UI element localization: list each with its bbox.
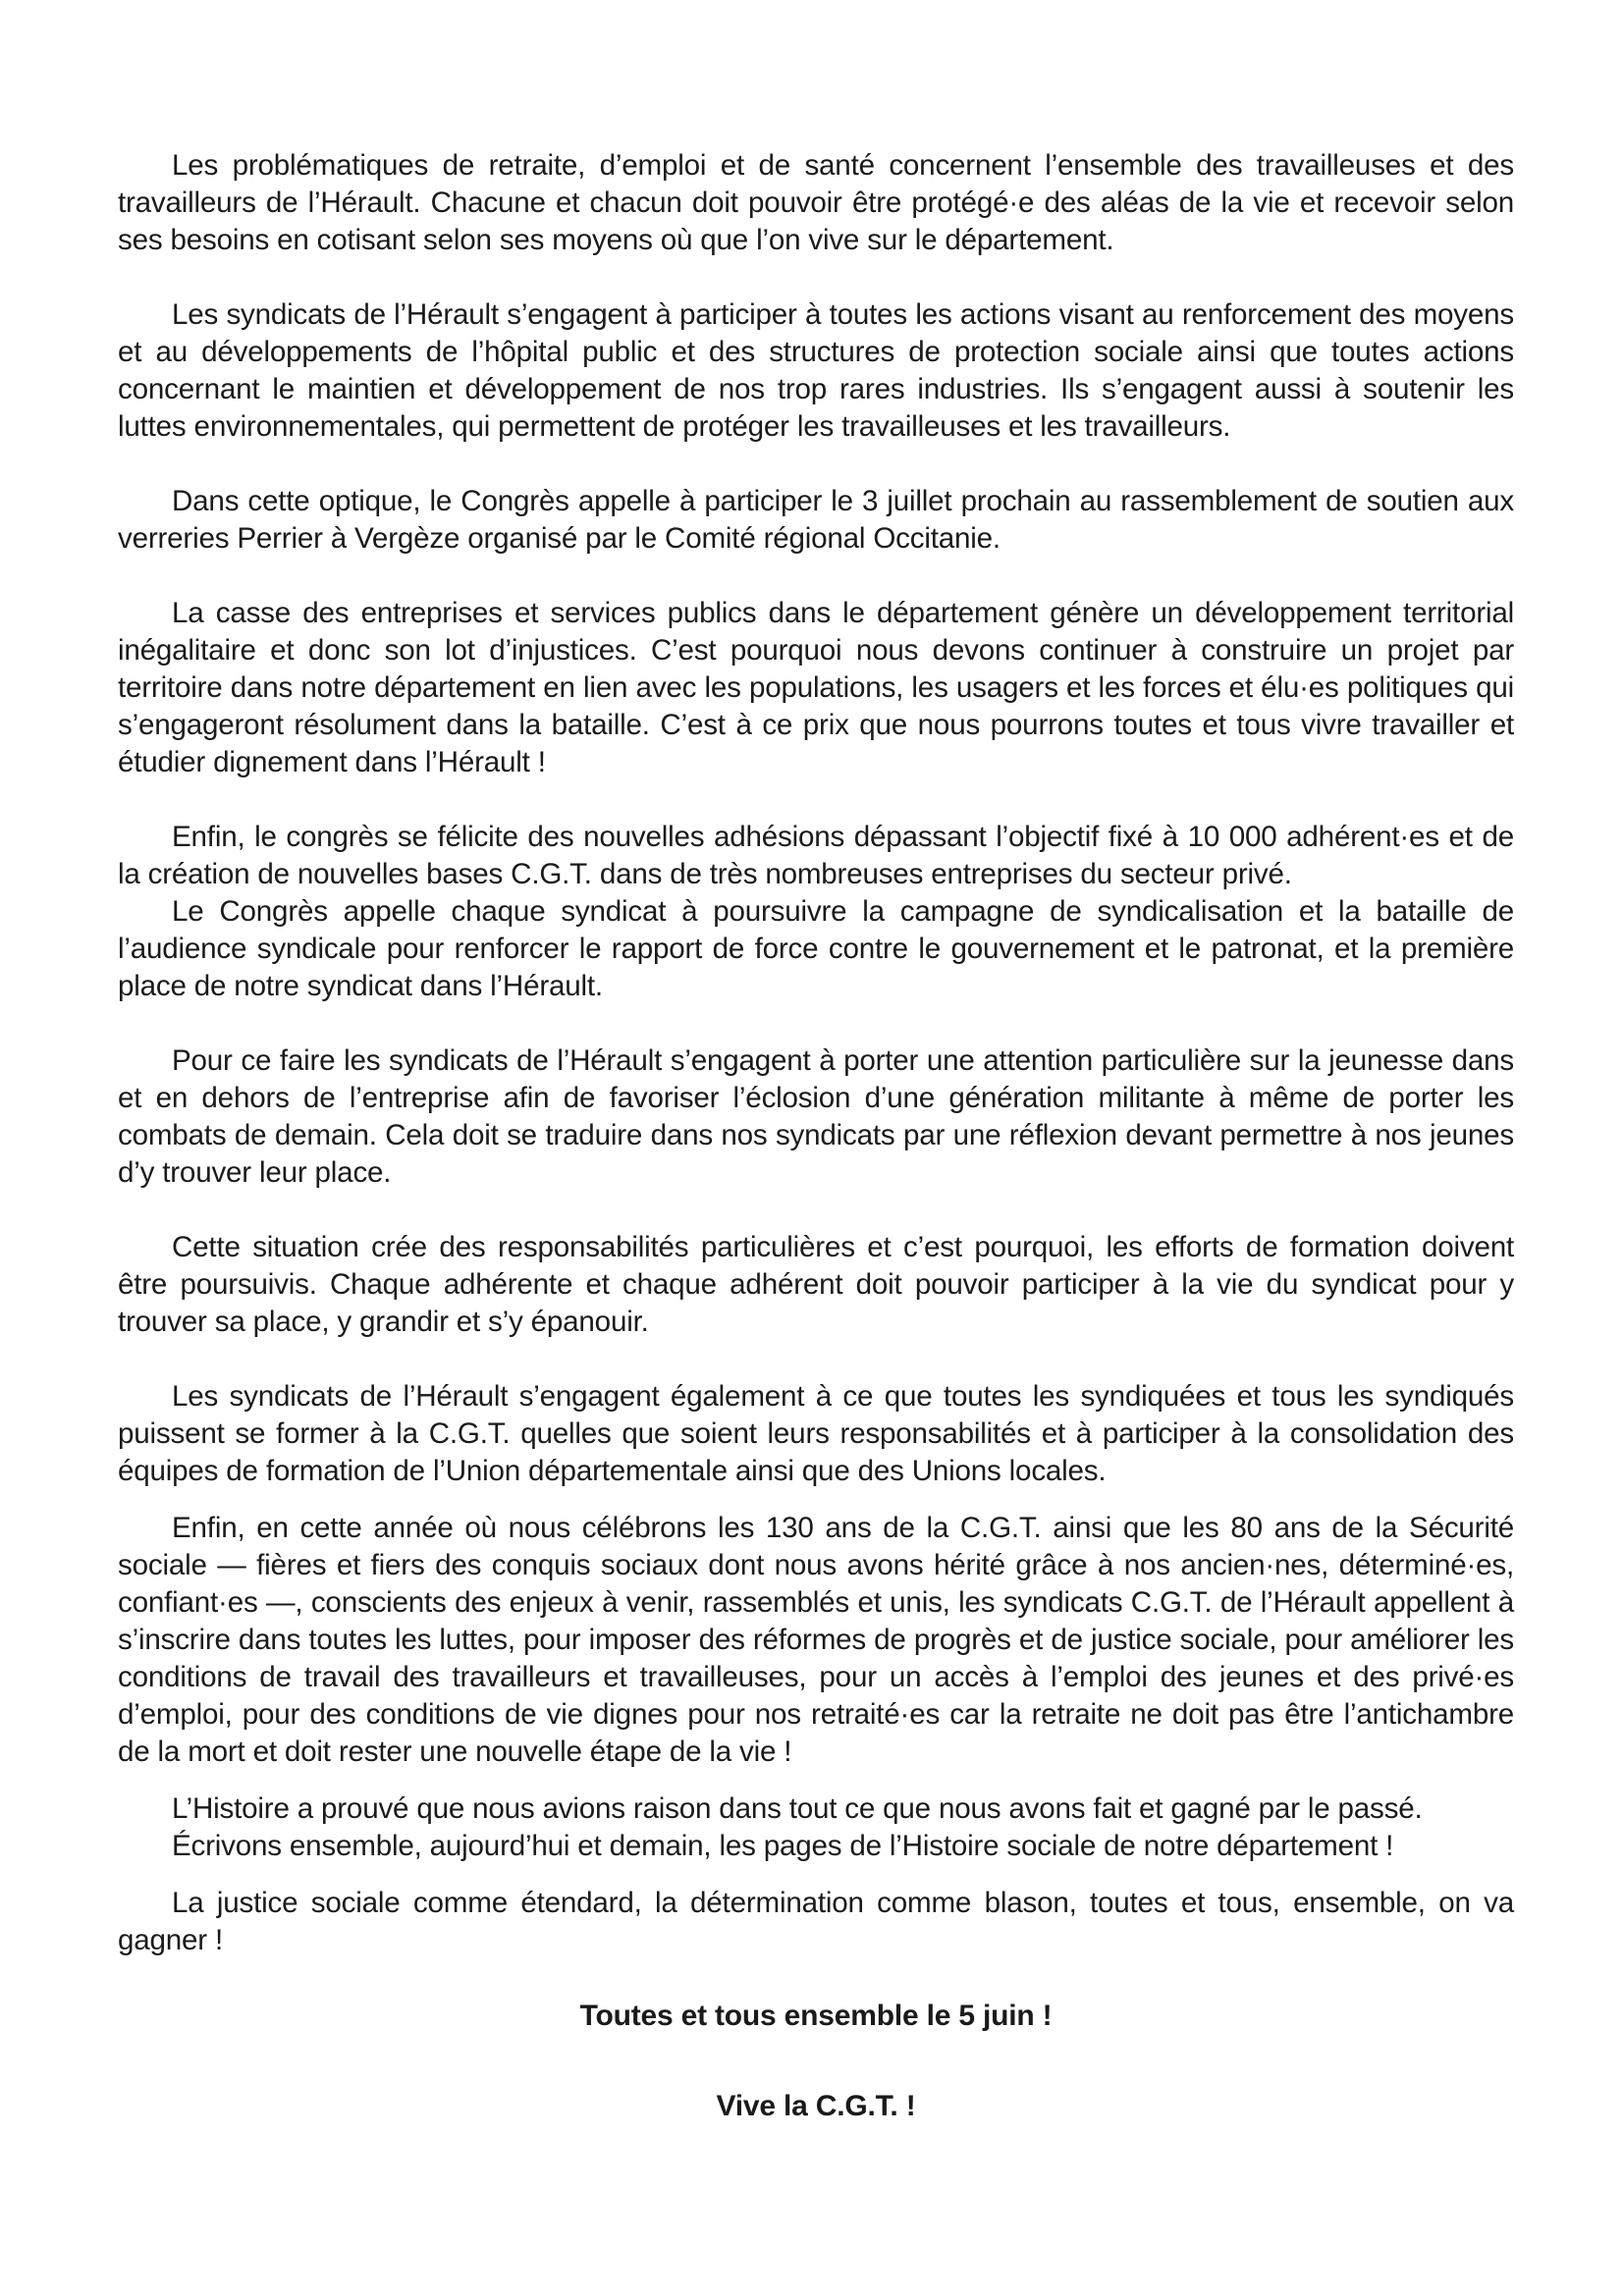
paragraph-casse-entreprises: La casse des entreprises et services publics dans le département génère un développement territorial inégalitaire et donc son lot d’injustices. C’est pourquoi nous devons continuer à construire un projet par territoire dans notre département en lien avec les populations, les usagers et les forces et élu·es politiques qui s’engageront résolument dans la bataille. C’est à ce prix que nous pourrons toutes et tous vivre travailler et étudier dignement dans l’Hérault ! xyxy=(118,597,1514,778)
paragraph-adhesions: Enfin, le congrès se félicite des nouvelles adhésions dépassant l’objectif fixé à 10 000 adhérent·es et de la création de nouvelles bases C.G.T. dans de très nombreuses entreprises du secteur privé. xyxy=(118,821,1514,890)
closing-vive-cgt: Vive la C.G.T. ! xyxy=(716,2090,916,2122)
paragraph-syndicalisation: Le Congrès appelle chaque syndicat à poursuivre la campagne de syndicalisation et la bataille de l’audience syndicale pour renforcer le rapport de force contre le gouvernement et le patronat, et la première place de notre syndicat dans l’Hérault. xyxy=(118,895,1514,1002)
paragraph-histoire: L’Histoire a prouvé que nous avions raison dans tout ce que nous avons fait et gagné par le passé. xyxy=(172,1792,1423,1825)
paragraph-130-ans: Enfin, en cette année où nous célébrons les 130 ans de la C.G.T. ainsi que les 80 ans de la Sécurité sociale — fières et fiers des conquis sociaux dont nous avons hérité grâce à nos ancien·nes, déterminé·es, confiant·es —, conscients des enjeux à venir, rassemblés et unis, les syndicats C.G.T. de l’Hérault appellent à s’inscrire dans toutes les luttes, pour imposer des réformes de progrès et de justice sociale, pour améliorer les conditions de travail des travailleurs et travailleuses, pour un accès à l’emploi des jeunes et des privé·es d’emploi, pour des conditions de vie dignes pour nos retraité·es car la retraite ne doit pas être l’antichambre de la mort et doit rester une nouvelle étape de la vie ! xyxy=(118,1512,1514,1768)
paragraph-rassemblement-perrier: Dans cette optique, le Congrès appelle à participer le 3 juillet prochain au rassemblement de soutien aux verreries Perrier à Vergèze organisé par le Comité régional Occitanie. xyxy=(118,485,1514,555)
paragraph-retraite-emploi-sante: Les problématiques de retraite, d’emploi et de santé concernent l’ensemble des travailleuses et des travailleurs de l’Hérault. Chacune et chacun doit pouvoir être protégé·e des aléas de la vie et recevoir selon ses besoins en cotisant selon ses moyens où que l’on vive sur le département. xyxy=(118,149,1514,256)
paragraph-formation: Cette situation crée des responsabilités particulières et c’est pourquoi, les efforts de formation doivent être poursuivis. Chaque adhérente et chaque adhérent doit pouvoir participer à la vie du syndicat pour y trouver sa place, y grandir et s’y épanouir. xyxy=(118,1231,1514,1338)
document-page xyxy=(118,147,1514,2126)
paragraph-justice-sociale: La justice sociale comme étendard, la détermination comme blason, toutes et tous, ensemble, on va gagner ! xyxy=(118,1887,1514,1956)
paragraph-equipes-formation: Les syndicats de l’Hérault s’engagent également à ce que toutes les syndiquées et tous les syndiqués puissent se former à la C.G.T. quelles que soient leurs responsabilités et à participer à la consolidation des équipes de formation de l’Union départementale ainsi que des Unions locales. xyxy=(118,1380,1514,1487)
paragraph-engagement-actions: Les syndicats de l’Hérault s’engagent à participer à toutes les actions visant au renforcement des moyens et au développements de l’hôpital public et des structures de protection sociale ainsi que toutes actions concernant le maintien et développement de nos trop rares industries. Ils s’engagent aussi à soutenir les luttes environnementales, qui permettent de protéger les travailleuses et les travailleurs. xyxy=(118,298,1514,443)
paragraph-ecrivons: Écrivons ensemble, aujourd’hui et demain, les pages de l’Histoire sociale de notre département ! xyxy=(172,1830,1394,1862)
closing-slogan: Toutes et tous ensemble le 5 juin ! xyxy=(579,2000,1053,2032)
paragraph-jeunesse: Pour ce faire les syndicats de l’Hérault s’engagent à porter une attention particulière sur la jeunesse dans et en dehors de l’entreprise afin de favoriser l’éclosion d’une génération militante à même de porter les combats de demain. Cela doit se traduire dans nos syndicats par une réflexion devant permettre à nos jeunes d’y trouver leur place. xyxy=(118,1044,1514,1189)
